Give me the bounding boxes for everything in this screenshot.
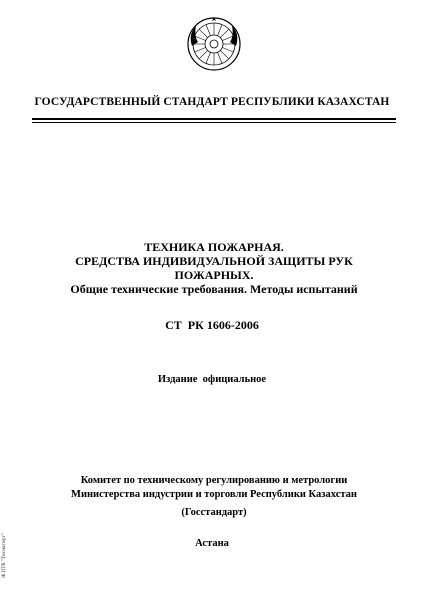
document-title (40, 240, 388, 296)
kazakhstan-state-emblem-icon (186, 16, 242, 72)
title-line-3: ПОЖАРНЫХ. (174, 268, 254, 282)
header-rule-thick (32, 118, 396, 120)
side-watermark: Ж ПТК "Техэксперт" (2, 533, 7, 578)
publisher-abbreviation: (Госстандарт) (181, 507, 247, 518)
publisher-line-1: Комитет по техническому регулированию и метрологии (80, 475, 348, 486)
publisher-line-2: Министерства индустрии и торговли Республики Казахстан (71, 489, 357, 500)
edition-label: Издание официальное (157, 374, 267, 385)
city-label: Астана (195, 538, 229, 549)
title-line-2: СРЕДСТВА ИНДИВИДУАЛЬНОЙ ЗАЩИТЫ РУК (75, 254, 353, 268)
standard-header: ГОСУДАРСТВЕННЫЙ СТАНДАРТ РЕСПУБЛИКИ КАЗАХСТАН (34, 96, 390, 108)
publisher-block (40, 474, 388, 520)
document-number: СТ РК 1606-2006 (165, 318, 259, 332)
header-rule-thin (32, 122, 396, 123)
state-emblem (186, 16, 242, 72)
title-line-1: ТЕХНИКА ПОЖАРНАЯ. (144, 240, 284, 254)
title-subtitle: Общие технические требования. Методы испытаний (70, 282, 358, 296)
